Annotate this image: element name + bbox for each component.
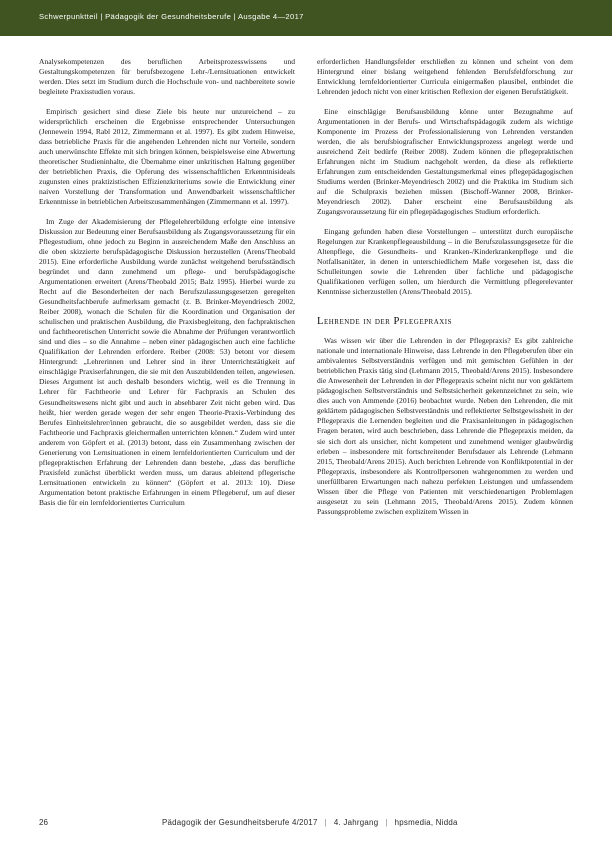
footer-publisher: hpsmedia, Nidda xyxy=(394,818,458,827)
footer-meta xyxy=(162,818,458,827)
paragraph: erforderlichen Handlungsfelder erschließen zu können und scheint von dem Hintergrund einer bislang weitgehend fehlenden Berufsfeldforschung zur Entwicklung lernfeldorientierter Curricula einigermaßen plausibel, entbindet die Lehrenden jedoch nicht von einer kritischen Reflexion der eigenen Berufstätigkeit. xyxy=(317,57,573,97)
running-header-text: Schwerpunktteil | Pädagogik der Gesundheitsberufe | Ausgabe 4—2017 xyxy=(39,12,304,21)
footer-page-number: 26 xyxy=(39,818,48,827)
paragraph: Eingang gefunden haben diese Vorstellungen – unterstützt durch europäische Regelungen zur Krankenpflegeausbildung – in die Berufszulassungsgesetze für die Altenpflege, die Gesundheits- und Kranken-/Kinderkrankenpflege und die Notfallsanitäter, in denen in unterschiedlichem Maße vorgesehen ist, dass die Schulleitungen sowie die Lehrenden über fachliche und pädagogische Qualifikationen verfügen sollen, um hierdurch die Vermittlung pflegerelevanter Kenntnisse sicherzustellen (Arens/Theobald 2015). xyxy=(317,226,573,296)
two-column-body xyxy=(39,57,573,807)
footer-volume: 4. Jahrgang xyxy=(333,818,379,827)
section-heading: Lehrende in der Pflegepraxis xyxy=(317,316,453,328)
paragraph: Empirisch gesichert sind diese Ziele bis heute nur unzureichend – zu widersprüchlich erscheinen die Ergebnisse entsprechender Untersuchungen (Jennewein 1994, Rabl 2012, Zimmermann et al. 1997). Es gibt zudem Hinweise, dass betriebliche Praxis für die angehenden Lehrenden nicht nur Vorteile, sondern auch unerwünschte Effekte mit sich bringen können, beispielsweise eine Abwertung theoretischer Studieninhalte, die Übernahme einer unkritischen Haltung gegenüber der betrieblichen Praxis, die Opferung des wissenschaftlichen Erkenntnisideals zugunsten eines praktizistischen Effizienzkriteriums sowie die Entwicklung einer naiven Vorstellung der Transformation und Anwendbarkeit wissenschaftlicher Erkenntnisse in betrieblichen Arbeitszusammenhängen (Zimmermann et al. 1997). xyxy=(39,106,295,207)
paragraph: Was wissen wir über die Lehrenden in der Pflegepraxis? Es gibt zahlreiche nationale und internationale Hinweise, dass Lehrende in den Pflegeberufen über ein ambivalentes Selbstverständnis verfügen und mit gemischten Gefühlen in der betrieblichen Praxis tätig sind (Lehmann 2015, Theobald/Arens 2015). Insbesondere die Anwesenheit der Lehrenden in der Pflegepraxis scheint nicht nur von geklärtem pädagogischen Selbstverständnis und Selbstsicherheit gekennzeichnet zu sein, wie dies auch von Ammende (2016) beobachtet wurde. Neben den Lehrenden, die mit geklärtem pädagogischen Selbstverständnis und reflektierter Selbstgewissheit in der Pflegepraxis die Lernenden begleiten und die Praxisanleitungen in pädagogischen Fragen beraten, wird auch beschrieben, dass Lehrende die Pflegepraxis meiden, da sie sich dort als unsicher, nicht kompetent und zunehmend weniger glaubwürdig erleben – insbesondere mit fortschreitender Berufsdauer als Lehrende (Lehmann 2015, Theobald/Arens 2015). Auch berichten Lehrende von Konfliktpotential in der Pflegepraxis, insbesondere als Kontrollpersonen wahrgenommen zu werden und unerfüllbaren Erwartungen nach nahezu perfekten Leistungen und umfassendem Wissen über die Pflege von Patienten mit verschiedenartigen Problemlagen ausgesetzt zu sein (Lehmann 2015, Theobald/Arens 2015). Zudem können Passungsprobleme zwischen explizitem Wissen in xyxy=(317,336,573,516)
paragraph: Eine einschlägige Berufsausbildung könne unter Bezugnahme auf Argumentationen in der Berufs- und Wirtschaftspädagogik zudem als wichtige Komponente im Prozess der Professionalisierung von Lehrenden verstanden werden, die als berufsbiografischer Entwicklungsprozess angelegt werde und ausreichend Zeit bedürfe (Reiber 2008). Zudem können die pflegepraktischen Erfahrungen nicht im Studium nachgeholt werden, da diese als reflektierte Erfahrungen zum entscheidenden Gestaltungsmerkmal eines pflegepädagogischen Studiums werden (Brinker-Meyendriesch 2002) und die Praktika im Studium sich auf die Schulpraxis beziehen müssen (Bischoff-Wanner 2008, Brinker-Meyendriesch 2002). Daher erscheint eine Berufsausbildung als Zugangsvoraussetzung für ein pflegepädagogisches Studium erforderlich. xyxy=(317,106,573,217)
right-column xyxy=(317,57,573,807)
footer-divider: | xyxy=(324,818,327,827)
left-column xyxy=(39,57,295,807)
page-footer xyxy=(0,818,612,832)
footer-journal-title: Pädagogik der Gesundheitsberufe 4/2017 xyxy=(162,818,318,827)
paragraph: Im Zuge der Akademisierung der Pflegelehrerbildung erfolgte eine intensive Diskussion zur Bedeutung einer Berufsausbildung als Zugangsvoraussetzung für ein Pflegestudium, ohne jedoch zu Beginn in ausreichendem Maße den Anschluss an die oben skizzierte berufspädagogische Diskussion herzustellen (Arens/Theobald 2015). Eine erforderliche Ausbildung wurde zunächst weitgehend berufsständisch begründet und dann zunehmend um pflege- und berufspädagogische Argumentationen erweitert (Arens/Theobald 2015; Balz 1995). Hierbei wurde zu Recht auf die Besonderheiten der nach Berufszulassungsgesetzen geregelten Gesundheitsfachberufe aufmerksam gemacht (z. B. Brinker-Meyendriesch 2002, Reiber 2008), wonach die Schulen für die Koordination und Organisation der schulischen und praktischen Ausbildung, die Praxisbegleitung, den fachpraktischen und fachtheoretischen Unterricht sowie die Abnahme der Prüfungen verantwortlich sind und dies – so die Annahme – neben einer pädagogischen auch eine fachliche Qualifikation der Lehrenden erfordere. Reiber (2008: 53) betont vor diesem Hintergrund: „Lehrerinnen und Lehrer sind in ihrer Unterrichtstätigkeit auf einschlägige Praxiserfahrungen, die sie mit den Auszubildenden teilen, angewiesen. Dieses Argument ist auch deshalb besonders wichtig, weil es die Trennung in Lehrer für Fachtheorie und Lehrer für Fachpraxis an Schulen des Gesundheitswesens nicht gibt und auch in absehbarer Zeit nicht geben wird. Das heißt, hier werden gerade wegen der sehr engen Theorie-Praxis-Verbindung des Berufes Einheitslehrer/innen gebraucht, die so ausgebildet werden, dass sie die Fachtheorie und Fachpraxis gleichermaßen unterrichten können.“ Zudem wird unter anderem von Göpfert et al. (2013) betont, dass ein Zusammenhang zwischen der Generierung von Lernsituationen in einem lernfeldorientierten Curriculum und der pflegepraktischen Erfahrung der Lehrenden dann bestehe, „dass das berufliche Praxisfeld zunächst überblickt werden muss, um daraus ableitend pflegerische Lernsituationen entwickeln zu können“ (Göpfert et al. 2013: 10). Diese Argumentation betont praktische Erfahrungen in einem Pflegeberuf, um auf dieser Basis die für ein lernfeldorientiertes Curriculum xyxy=(39,216,295,507)
paragraph: Analysekompetenzen des beruflichen Arbeitsprozesswissens und Gestaltungskompetenzen für berufsbezogene Lehr-/Lernsituationen entwickelt werden. Dies setzt im Studium durch die Hochschule von- und nachbereitete sowie begleitete Praxisstudien voraus. xyxy=(39,57,295,97)
running-header-band xyxy=(0,0,612,36)
footer-divider: | xyxy=(385,818,388,827)
